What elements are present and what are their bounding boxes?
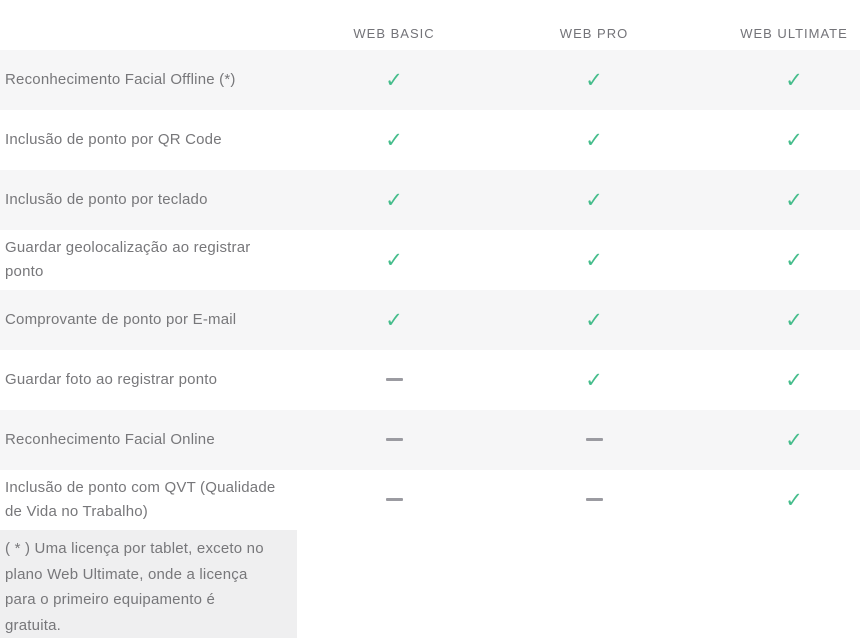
footnote-line: gratuita. — [5, 616, 61, 634]
value-cell — [494, 127, 694, 152]
table-row — [0, 110, 860, 170]
feature-label: Comprovante de ponto por E-mail — [5, 311, 237, 328]
check-icon: ✓ — [385, 307, 403, 332]
table-row — [0, 410, 860, 470]
value-cell — [694, 187, 860, 212]
column-header-web-pro: WEB PRO — [559, 26, 629, 41]
dash-icon — [586, 438, 603, 441]
value-cell — [694, 307, 860, 332]
check-icon: ✓ — [785, 307, 803, 332]
check-icon: ✓ — [785, 187, 803, 212]
check-icon: ✓ — [785, 127, 803, 152]
check-icon: ✓ — [385, 127, 403, 152]
footnote-line: ( * ) Uma licença por tablet, exceto no — [5, 540, 264, 557]
value-cell — [294, 67, 494, 92]
value-cell — [494, 367, 694, 392]
value-cell — [694, 247, 860, 272]
comparison-table-header — [0, 0, 860, 50]
value-cell — [494, 247, 694, 272]
value-cell — [294, 492, 494, 508]
check-icon: ✓ — [585, 367, 603, 392]
check-icon: ✓ — [385, 187, 403, 212]
value-cell — [694, 487, 860, 512]
table-row — [0, 290, 860, 350]
column-header-web-basic: WEB BASIC — [353, 26, 435, 41]
value-cell — [494, 307, 694, 332]
feature-label: Reconhecimento Facial Offline (*) — [5, 71, 236, 88]
value-cell — [494, 187, 694, 212]
check-icon: ✓ — [385, 67, 403, 92]
check-icon: ✓ — [785, 487, 803, 512]
feature-label: Inclusão de ponto por teclado — [5, 191, 208, 208]
feature-label: Guardar foto ao registrar ponto — [5, 371, 218, 388]
check-icon: ✓ — [785, 67, 803, 92]
table-row — [0, 470, 860, 530]
check-icon: ✓ — [585, 247, 603, 272]
check-icon: ✓ — [785, 247, 803, 272]
table-row — [0, 170, 860, 230]
feature-label: Inclusão de ponto com QVT (Qualidade de Vida no Trabalho) — [5, 479, 276, 520]
comparison-table-body — [0, 50, 860, 530]
footnote-line: plano Web Ultimate, onde a licença — [5, 565, 248, 583]
footnote — [0, 530, 297, 638]
dash-icon — [586, 498, 603, 501]
value-cell — [494, 67, 694, 92]
feature-label: Reconhecimento Facial Online — [5, 431, 215, 448]
footnote-line: para o primeiro equipamento é — [5, 591, 216, 608]
table-row — [0, 230, 860, 290]
value-cell — [694, 127, 860, 152]
check-icon: ✓ — [585, 187, 603, 212]
dash-icon — [386, 498, 403, 501]
value-cell — [494, 432, 694, 448]
value-cell — [294, 307, 494, 332]
feature-label: Guardar geolocalização ao registrar ponto — [5, 239, 251, 280]
value-cell — [294, 372, 494, 388]
value-cell — [294, 432, 494, 448]
feature-label: Inclusão de ponto por QR Code — [5, 131, 222, 148]
table-row — [0, 350, 860, 410]
check-icon: ✓ — [785, 427, 803, 452]
feature-column-header — [0, 41, 294, 50]
value-cell — [294, 247, 494, 272]
value-cell — [694, 427, 860, 452]
check-icon: ✓ — [585, 67, 603, 92]
value-cell — [694, 367, 860, 392]
check-icon: ✓ — [585, 127, 603, 152]
check-icon: ✓ — [785, 367, 803, 392]
value-cell — [494, 492, 694, 508]
value-cell — [294, 127, 494, 152]
table-row — [0, 50, 860, 110]
check-icon: ✓ — [385, 247, 403, 272]
value-cell — [694, 67, 860, 92]
dash-icon — [386, 438, 403, 441]
column-header-web-ultimate: WEB ULTIMATE — [740, 26, 848, 41]
value-cell — [294, 187, 494, 212]
dash-icon — [386, 378, 403, 381]
check-icon: ✓ — [585, 307, 603, 332]
